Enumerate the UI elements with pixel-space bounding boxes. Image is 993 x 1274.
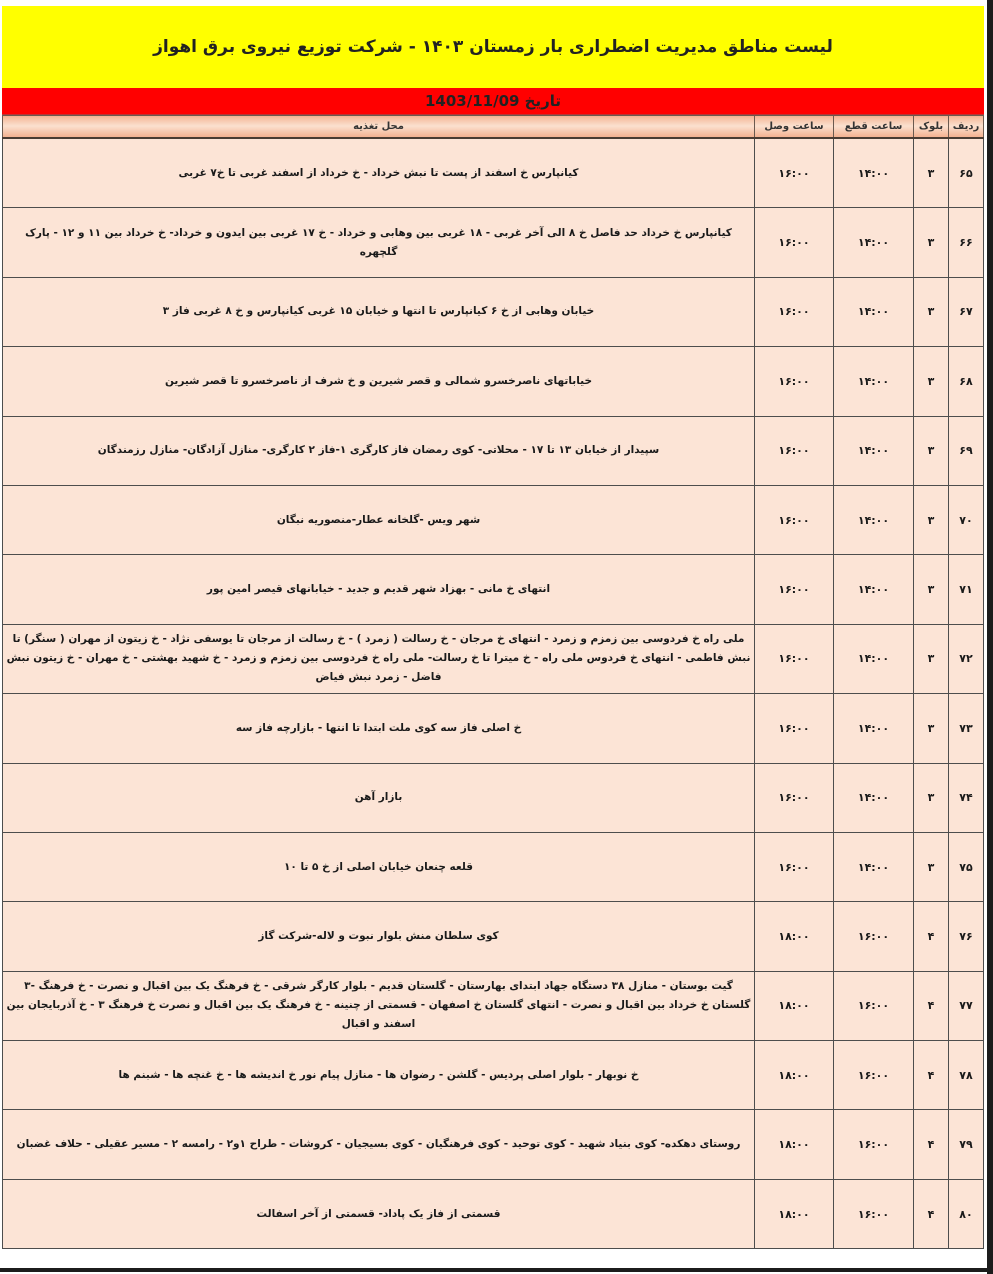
row-number-cell: ۶۹	[949, 416, 984, 485]
page-title: لیست مناطق مدیریت اضطراری بار زمستان ۱۴۰۳ - شرکت توزیع نیروی برق اهواز	[153, 37, 833, 57]
block-cell: ۳	[914, 555, 949, 624]
feed-location-cell: انتهای خ مانی - بهزاد شهر قدیم و جدید - خیابانهای قیصر امین پور	[3, 555, 755, 624]
connect-time-cell: ۱۸:۰۰	[755, 1179, 834, 1248]
connect-time-cell: ۱۶:۰۰	[755, 208, 834, 277]
connect-time-cell: ۱۶:۰۰	[755, 416, 834, 485]
feed-location-cell: قلعه چنعان خیابان اصلی از خ ۵ تا ۱۰	[3, 832, 755, 901]
block-cell: ۳	[914, 208, 949, 277]
table-row	[3, 347, 984, 416]
table-row	[3, 832, 984, 901]
feed-location-cell: گیت بوستان - منازل ۳۸ دستگاه جهاد ابتدای بهارستان - گلستان قدیم - بلوار کارگر شرقی - خ فرهنگ یک بین اقبال و نصرت - خ فرهنگ -۳ گلستان خ خرداد بین اقبال و نصرت - انتهای گلستان خ اصفهان - قسمتی از چنینه - خ فرهنگ یک بین اقبال و نصرت خ فرهنگ ۳ - خ آذربایجان بین اسفند و اقبال	[3, 971, 755, 1040]
feed-location-cell: خیابان وهابی از خ ۶ کیانپارس تا انتها و خیابان ۱۵ غربی کیانپارس و خ ۸ غربی فاز ۳	[3, 277, 755, 346]
row-number-cell: ۶۶	[949, 208, 984, 277]
row-number-cell: ۷۶	[949, 902, 984, 971]
cut-time-cell: ۱۶:۰۰	[834, 902, 914, 971]
block-cell: ۳	[914, 277, 949, 346]
window-edge-bottom	[0, 1268, 993, 1272]
connect-time-cell: ۱۸:۰۰	[755, 1110, 834, 1179]
table-row	[3, 208, 984, 277]
row-number-cell: ۷۲	[949, 624, 984, 693]
row-number-cell: ۶۵	[949, 138, 984, 208]
feed-location-cell: خ اصلی فاز سه کوی ملت ابتدا تا انتها - بازارچه فاز سه	[3, 694, 755, 763]
feed-location-cell: شهر ویس -گلخانه عطار-منصوریه نبگان	[3, 485, 755, 554]
feed-location-cell: کوی سلطان منش بلوار نبوت و لاله-شرکت گاز	[3, 902, 755, 971]
column-header-cut-time: ساعت قطع	[834, 116, 914, 139]
cut-time-cell: ۱۴:۰۰	[834, 416, 914, 485]
table-row	[3, 277, 984, 346]
block-cell: ۳	[914, 485, 949, 554]
row-number-cell: ۷۷	[949, 971, 984, 1040]
block-cell: ۳	[914, 763, 949, 832]
cut-time-cell: ۱۶:۰۰	[834, 1110, 914, 1179]
table-row	[3, 1041, 984, 1110]
cut-time-cell: ۱۴:۰۰	[834, 624, 914, 693]
column-header-row-number: ردیف	[949, 116, 984, 139]
cut-time-cell: ۱۴:۰۰	[834, 832, 914, 901]
column-header-block: بلوک	[914, 116, 949, 139]
cut-time-cell: ۱۴:۰۰	[834, 555, 914, 624]
cut-time-cell: ۱۴:۰۰	[834, 208, 914, 277]
connect-time-cell: ۱۸:۰۰	[755, 1041, 834, 1110]
block-cell: ۴	[914, 971, 949, 1040]
cut-time-cell: ۱۴:۰۰	[834, 277, 914, 346]
row-number-cell: ۷۴	[949, 763, 984, 832]
row-number-cell: ۶۷	[949, 277, 984, 346]
row-number-cell: ۶۸	[949, 347, 984, 416]
block-cell: ۳	[914, 347, 949, 416]
connect-time-cell: ۱۸:۰۰	[755, 902, 834, 971]
connect-time-cell: ۱۶:۰۰	[755, 624, 834, 693]
row-number-cell: ۷۵	[949, 832, 984, 901]
table-row	[3, 624, 984, 693]
block-cell: ۳	[914, 832, 949, 901]
block-cell: ۴	[914, 1179, 949, 1248]
table-row	[3, 971, 984, 1040]
block-cell: ۳	[914, 624, 949, 693]
block-cell: ۴	[914, 1041, 949, 1110]
cut-time-cell: ۱۴:۰۰	[834, 694, 914, 763]
table-header-row	[3, 116, 984, 139]
block-cell: ۴	[914, 902, 949, 971]
outage-table	[2, 115, 984, 1249]
connect-time-cell: ۱۶:۰۰	[755, 832, 834, 901]
feed-location-cell: قسمتی از فاز یک پاداد- قسمتی از آخر اسفالت	[3, 1179, 755, 1248]
connect-time-cell: ۱۸:۰۰	[755, 971, 834, 1040]
outage-schedule-sheet	[2, 6, 984, 1249]
row-number-cell: ۷۸	[949, 1041, 984, 1110]
connect-time-cell: ۱۶:۰۰	[755, 485, 834, 554]
column-header-feed-location: محل تغذیه	[3, 116, 755, 139]
connect-time-cell: ۱۶:۰۰	[755, 347, 834, 416]
schedule-date: تاریخ 1403/11/09	[424, 92, 562, 110]
connect-time-cell: ۱۶:۰۰	[755, 138, 834, 208]
connect-time-cell: ۱۶:۰۰	[755, 277, 834, 346]
feed-location-cell: ملی راه خ فردوسی بین زمزم و زمرد - انتهای خ مرجان - خ رسالت ( زمرد ) - خ رسالت از مرجان تا یوسفی نژاد - خ زیتون از مهران ( سنگر) تا نبش فاطمی - انتهای خ فردوس ملی راه - خ میترا تا خ رسالت- ملی راه خ فردوسی بین زمزم و زمرد - خ شهید بهشتی - خ مهران - خ زیتون نبش فاضل - زمرد نبش فیاض	[3, 624, 755, 693]
table-row	[3, 485, 984, 554]
row-number-cell: ۷۹	[949, 1110, 984, 1179]
cut-time-cell: ۱۴:۰۰	[834, 485, 914, 554]
row-number-cell: ۷۳	[949, 694, 984, 763]
block-cell: ۴	[914, 1110, 949, 1179]
window-edge-right	[987, 0, 993, 1274]
row-number-cell: ۷۱	[949, 555, 984, 624]
cut-time-cell: ۱۴:۰۰	[834, 763, 914, 832]
cut-time-cell: ۱۶:۰۰	[834, 971, 914, 1040]
column-header-connect-time: ساعت وصل	[755, 116, 834, 139]
table-row	[3, 555, 984, 624]
connect-time-cell: ۱۶:۰۰	[755, 694, 834, 763]
feed-location-cell: خیاباتهای ناصرخسرو شمالی و قصر شیرین و خ شرف از ناصرخسرو تا قصر شیرین	[3, 347, 755, 416]
feed-location-cell: روستای دهکده- کوی بنیاد شهید - کوی توحید - کوی فرهنگیان - کوی بسیجیان - کروشات - طراح ۱و۲ - رامسه ۲ - مسیر عقیلی - حلاف غضبان	[3, 1110, 755, 1179]
cut-time-cell: ۱۴:۰۰	[834, 138, 914, 208]
cut-time-cell: ۱۶:۰۰	[834, 1179, 914, 1248]
connect-time-cell: ۱۶:۰۰	[755, 763, 834, 832]
connect-time-cell: ۱۶:۰۰	[755, 555, 834, 624]
block-cell: ۳	[914, 694, 949, 763]
table-row	[3, 138, 984, 208]
block-cell: ۳	[914, 138, 949, 208]
feed-location-cell: کیانپارس خ اسفند از پست تا نبش خرداد - خ خرداد از اسفند غربی تا خ۷ غربی	[3, 138, 755, 208]
cut-time-cell: ۱۶:۰۰	[834, 1041, 914, 1110]
row-number-cell: ۸۰	[949, 1179, 984, 1248]
table-row	[3, 416, 984, 485]
row-number-cell: ۷۰	[949, 485, 984, 554]
feed-location-cell: سپیدار از خیابان ۱۳ تا ۱۷ - محلاتی- کوی رمضان فاز کارگری ۱-فاز ۲ کارگری- منازل آزادگان- منازل رزمندگان	[3, 416, 755, 485]
feed-location-cell: بازار آهن	[3, 763, 755, 832]
table-row	[3, 763, 984, 832]
title-banner	[2, 6, 984, 88]
table-row	[3, 694, 984, 763]
cut-time-cell: ۱۴:۰۰	[834, 347, 914, 416]
feed-location-cell: خ نوبهار - بلوار اصلی پردیس - گلشن - رضوان ها - منازل پیام نور خ اندیشه ها - خ غنچه ها - شبنم ها	[3, 1041, 755, 1110]
block-cell: ۳	[914, 416, 949, 485]
table-row	[3, 902, 984, 971]
feed-location-cell: کیانپارس خ خرداد حد فاصل خ ۸ الی آخر غربی - ۱۸ غربی بین وهابی و خرداد - خ ۱۷ غربی بین ایدون و خرداد- خ خرداد بین ۱۱ و ۱۲ - پارک گلچهره	[3, 208, 755, 277]
table-row	[3, 1110, 984, 1179]
date-banner	[2, 88, 984, 115]
table-row	[3, 1179, 984, 1248]
